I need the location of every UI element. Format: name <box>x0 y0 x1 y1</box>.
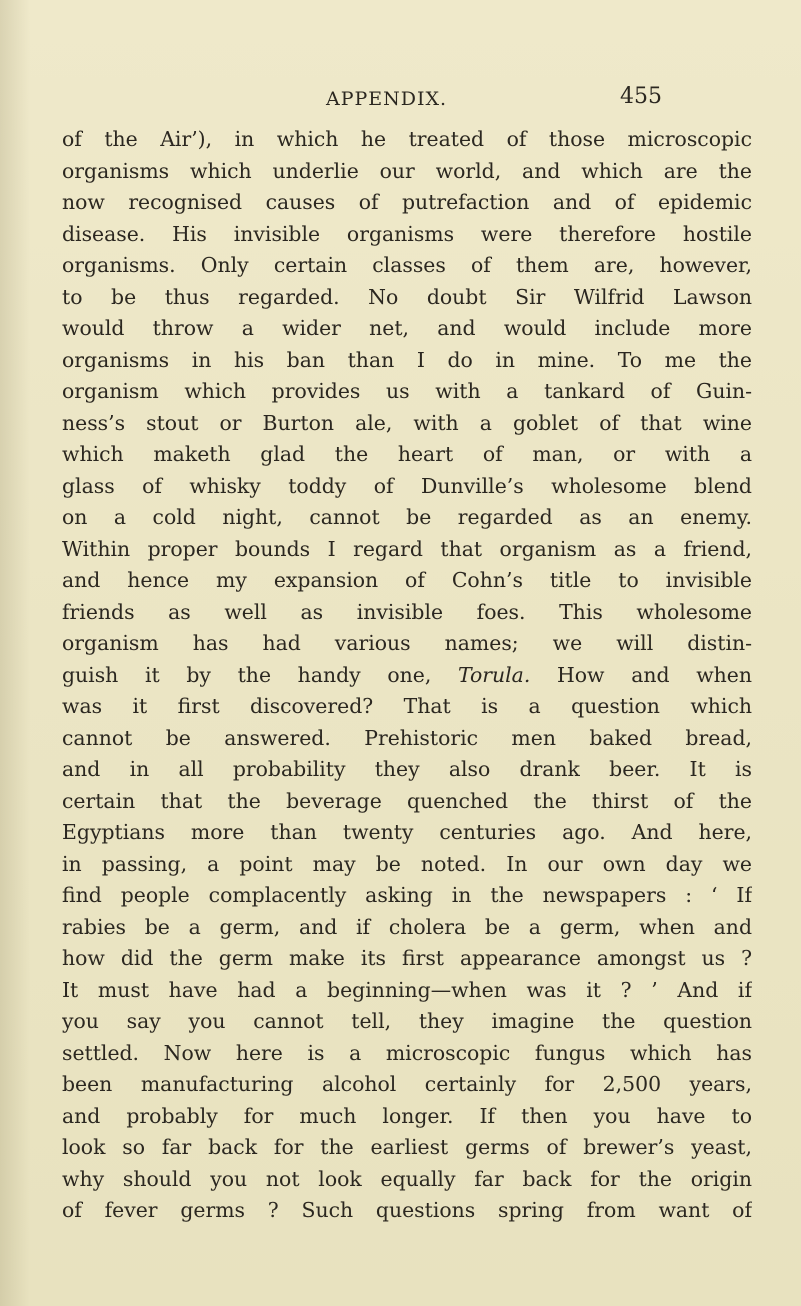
text-line: It must have had a beginning—when was it ? ’ And if <box>62 977 752 1002</box>
text-line: you say you cannot tell, they imagine the question <box>62 1009 752 1033</box>
text-line: glass of whisky toddy of Dunville’s wholesome blend <box>62 473 752 498</box>
text-line: find people complacently asking in the newspapers : ‘ If <box>62 883 752 907</box>
text-line: why should you not look equally far back for the origin <box>62 1166 752 1191</box>
text-line: organism which provides us with a tankard of Guin- <box>62 379 752 403</box>
text-line: which maketh glad the heart of man, or with a <box>62 442 752 466</box>
running-head <box>0 84 801 116</box>
text-line: cannot be answered. Prehistoric men baked bread, <box>62 725 752 750</box>
text-line: look so far back for the earliest germs of brewer’s yeast, <box>62 1135 752 1159</box>
text-line: Within proper bounds I regard that organism as a friend, <box>62 536 752 561</box>
text-line: was it first discovered? That is a question which <box>62 694 752 718</box>
text-line: organisms in his ban than I do in mine. To me the <box>62 347 752 372</box>
text-line: settled. Now here is a microscopic fungus which has <box>62 1040 752 1065</box>
text-line: would throw a wider net, and would include more <box>62 316 752 340</box>
text-line: and in all probability they also drank beer. It is <box>62 757 752 781</box>
running-title: APPENDIX. <box>326 88 448 110</box>
text-line: been manufacturing alcohol certainly for 2,500 years, <box>62 1072 752 1096</box>
italic-term: Torula. <box>457 662 531 687</box>
text-line: ness’s stout or Burton ale, with a goblet of that wine <box>62 410 752 435</box>
text-line: how did the germ make its first appearance amongst us ? <box>62 946 752 970</box>
text-line: to be thus regarded. No doubt Sir Wilfrid Lawson <box>62 284 752 309</box>
text-segment: guish it by the handy one, <box>62 662 458 687</box>
text-line: and probably for much longer. If then you have to <box>62 1103 752 1128</box>
text-line: rabies be a germ, and if cholera be a germ, when and <box>62 914 752 939</box>
text-line: organisms which underlie our world, and which are the <box>62 158 752 183</box>
page-number: 455 <box>620 84 662 109</box>
text-line: disease. His invisible organisms were therefore hostile <box>62 221 752 246</box>
text-line: friends as well as invisible foes. This wholesome <box>62 599 752 624</box>
text-line-with-italic <box>62 660 752 692</box>
text-line: and hence my expansion of Cohn’s title to invisible <box>62 568 752 592</box>
text-line: of the Air’), in which he treated of those microscopic <box>62 127 752 151</box>
text-line: Egyptians more than twenty centuries ago. And here, <box>62 820 752 844</box>
text-line: organisms. Only certain classes of them are, however, <box>62 253 752 277</box>
text-segment: How and when <box>530 662 752 687</box>
text-line: of fever germs ? Such questions spring from want of <box>62 1198 752 1222</box>
text-line: certain that the beverage quenched the thirst of the <box>62 788 752 813</box>
text-line: on a cold night, cannot be regarded as an enemy. <box>62 505 752 529</box>
text-line: organism has had various names; we will distin- <box>62 631 752 655</box>
body-text <box>62 124 752 1227</box>
text-line: in passing, a point may be noted. In our own day we <box>62 851 752 876</box>
text-line: now recognised causes of putrefaction and of epidemic <box>62 190 752 214</box>
